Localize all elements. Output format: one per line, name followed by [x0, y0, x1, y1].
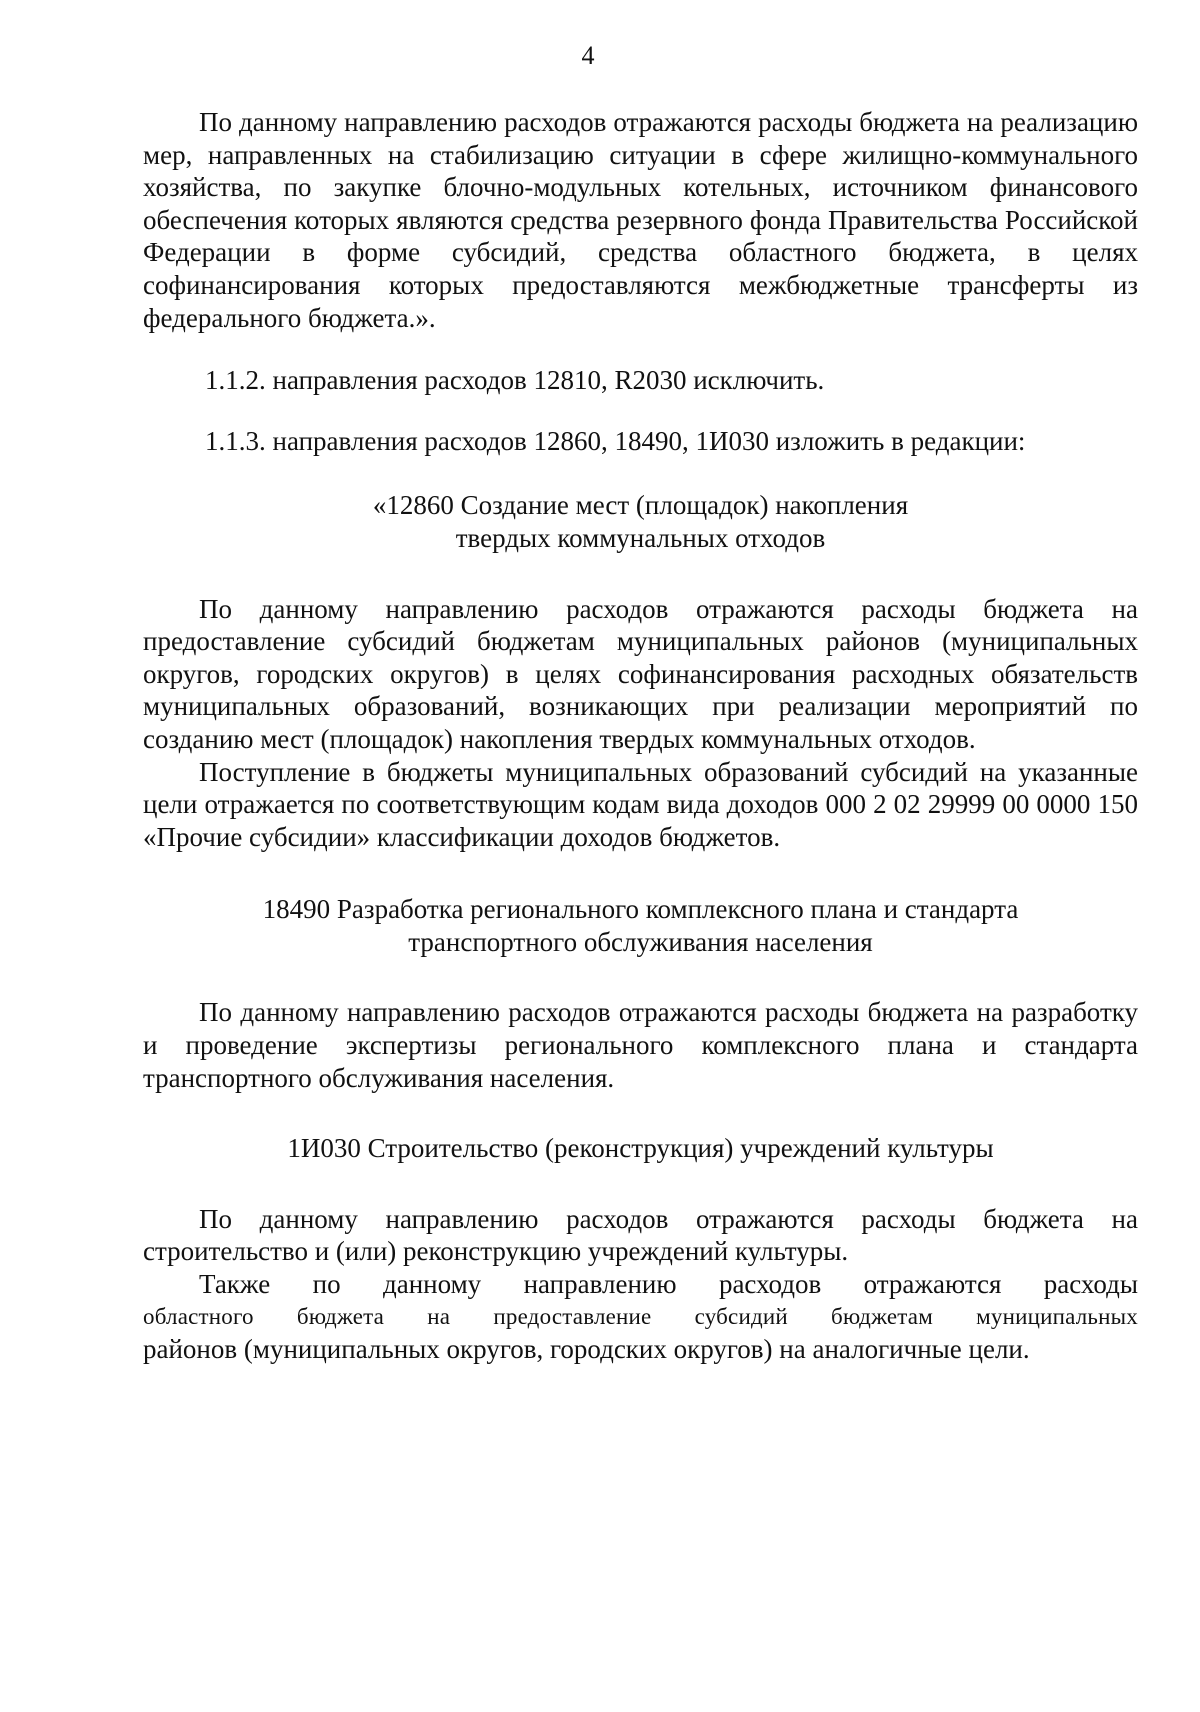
paragraph-boiler-expenses: По данному направлению расходов отражаются расходы бюджета на реализацию мер, направленных на стабилизацию ситуации в сфере жилищно-коммунального хозяйства, по закупке блочно-модульных котельных, источником финансового обеспечения которых являются средства резервного фонда Правительства Российской Федерации в форме субсидий, средства областного бюджета, в целях софинансирования которых предоставляются межбюджетные трансферты из федерального бюджета.».: [143, 107, 1138, 333]
heading-18490: [143, 893, 1138, 958]
page-number: 4: [581, 41, 595, 70]
paragraph-waste-subsidies: По данному направлению расходов отражаются расходы бюджета на предоставление субсидий бюджетам муниципальных районов (муниципальных округов, городских округов) в целях софинансирования расходных обязательств муниципальных образований, возникающих при реализации мероприятий по созданию мест (площадок) накопления твердых коммунальных отходов.: [143, 593, 1138, 754]
list-item-1-1-3: 1.1.3. направления расходов 12860, 18490, 1И030 изложить в редакции:: [205, 425, 1026, 456]
heading-12860-line-1: «12860 Создание мест (площадок) накопления: [372, 490, 909, 521]
list-item-1-1-2: 1.1.2. направления расходов 12810, R2030 исключить.: [205, 365, 825, 396]
heading-12860: [143, 489, 1138, 554]
paragraph-culture-subsidies: [143, 1268, 1138, 1366]
paragraph-culture-construction: По данному направлению расходов отражаются расходы бюджета на строительство и (или) реконструкцию учреждений культуры.: [143, 1203, 1138, 1267]
document-body: [143, 106, 1138, 1366]
heading-18490-line-2: транспортного обслуживания населения: [408, 926, 873, 957]
heading-1i030-line: 1И030 Строительство (реконструкция) учреждений культуры: [287, 1133, 994, 1164]
heading-12860-line-2: твердых коммунальных отходов: [455, 522, 826, 553]
paragraph-transport-plan: По данному направлению расходов отражаются расходы бюджета на разработку и проведение экспертизы регионального комплексного плана и стандарта транспортного обслуживания населения.: [143, 997, 1138, 1093]
heading-18490-line-1: 18490 Разработка регионального комплексного плана и стандарта: [262, 894, 1019, 925]
paragraph-culture-subsidies-start: Также по данному направлению расходов отражаются расходы: [199, 1269, 1138, 1300]
paragraph-income-codes: Поступление в бюджеты муниципальных образований субсидий на указанные цели отражается по соответствующим кодам вида доходов 000 2 02 29999 00 0000 150 «Прочие субсидии» классификации доходов бюджетов.: [143, 756, 1138, 852]
heading-1i030: [143, 1132, 1138, 1165]
paragraph-culture-subsidies-small-line: областного бюджета на предоставление субсидий бюджетам муниципальных: [143, 1303, 1138, 1329]
paragraph-culture-subsidies-end: районов (муниципальных округов, городских округов) на аналогичные цели.: [143, 1334, 1030, 1365]
